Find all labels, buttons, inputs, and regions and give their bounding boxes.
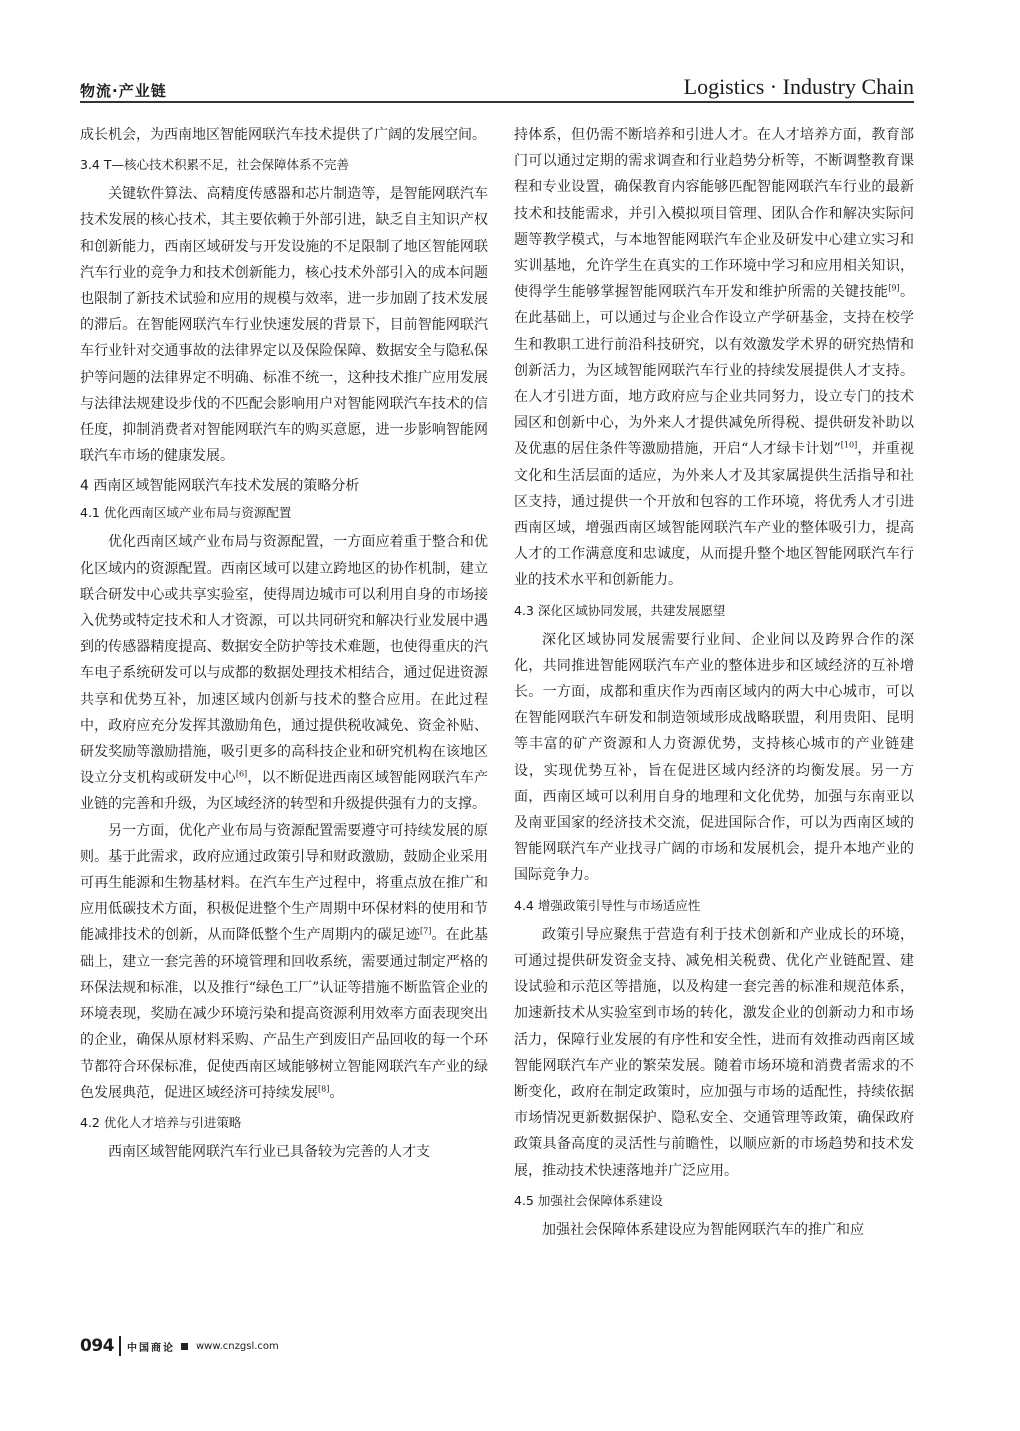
paragraph <box>514 922 914 1184</box>
paragraph-text: 深化区域协同发展需要行业间、企业间以及跨界合作的深化，共同推进智能网联汽车产业的整体进步和区域经济的互补增长。一方面，成都和重庆作为西南区域内的两大中心城市，可以在智能网联汽车研发和制造领域形成战略联盟，利用贵阳、昆明等丰富的矿产资源和人力资源优势，支持核心城市的产业链建设，实现优势互补，旨在促进区域内经济的均衡发展。另一方面，西南区域可以利用自身的地理和文化优势，加强与东南亚以及南亚国家的经济技术交流，促进国际合作，可以为西南区域的智能网联汽车产业找寻广阔的市场和发展机会，提升本地产业的国际竞争力。 <box>514 631 914 884</box>
subsection-heading: 3.4 T—核心技术积累不足，社会保障体系不完善 <box>80 157 349 173</box>
header-rule <box>80 101 914 103</box>
paragraph <box>80 529 488 817</box>
citation-ref: [9] <box>888 283 900 293</box>
journal-url: www.cnzgsl.com <box>196 1340 279 1352</box>
subsection-heading: 4.3 深化区域协同发展，共建发展愿望 <box>514 602 726 618</box>
page-footer <box>80 1336 279 1356</box>
citation-ref: [8] <box>318 1084 330 1094</box>
paragraph-text: 。在此基础上，建立一套完善的环境管理和回收系统，需要通过制定严格的环保法规和标准，以及推行“绿色工厂”认证等措施不断监管企业的环境表现，奖励在减少环境污染和提高资源利用效率方面表现突出的企业，确保从原材料采购、产品生产到废旧产品回收的每一个环节都符合环保标准，促使西南区域能够树立智能网联汽车产业的绿色发展典范，促进区域经济可持续发展 <box>80 927 489 1101</box>
running-header-section-en: Logistics · Industry Chain <box>683 74 914 99</box>
paragraph <box>514 627 914 889</box>
paragraph <box>514 1217 914 1243</box>
paragraph <box>80 818 488 1106</box>
paragraph-text: 政策引导应聚焦于营造有利于技术创新和产业成长的环境，可通过提供研发资金支持、减免相关税费、优化产业链配置、建设试验和示范区等措施，以及构建一套完善的标准和规范体系，加速新技术从实验室到市场的转化，激发企业的创新动力和市场活力，保障行业发展的有序性和安全性，进而有效推动西南区域智能网联汽车产业的繁荣发展。随着市场环境和消费者需求的不断变化，政府在制定政策时，应加强与市场的适配性，持续依据市场情况更新数据保护、隐私安全、交通管理等政策，确保政府政策具备高度的灵活性与前瞻性，以顺应新的市场趋势和技术发展，推动技术快速落地并广泛应用。 <box>514 926 914 1179</box>
left-column <box>80 122 488 1165</box>
paragraph-text: 。在此基础上，可以通过与企业合作设立产学研基金，支持在校学生和教职工进行前沿科技研究，以有效激发学术界的研究热情和创新活力，为区域智能网联汽车行业的持续发展提供人才支持。在人才引进方面，地方政府应与企业共同努力，设立专门的技术园区和创新中心，为外来人才提供减免所得税、提供研发补助以及优惠的居住条件等激励措施，开启“人才绿卡计划” <box>514 284 915 458</box>
citation-ref: [10] <box>840 440 858 450</box>
paragraph-text: ，并重视文化和生活层面的适应，为外来人才及其家属提供生活指导和社区支持，通过提供一个开放和包容的工作环境，将优秀人才引进西南区域，增强西南区域智能网联汽车产业的整体吸引力，提高人才的工作满意度和忠诚度，从而提升整个地区智能网联汽车行业的技术水平和创新能力。 <box>514 441 914 589</box>
subsection-heading: 4.4 增强政策引导性与市场适应性 <box>514 897 701 913</box>
paragraph-text: 另一方面，优化产业布局与资源配置需要遵守可持续发展的原则。基于此需求，政府应通过政策引导和财政激励，鼓励企业采用可再生能源和生物基材料。在汽车生产过程中，将重点放在推广和应用低碳技术方面，积极促进整个生产周期中环保材料的使用和节能减排技术的创新，从而降低整个生产周期内的碳足迹 <box>80 822 488 944</box>
footer-divider <box>119 1336 121 1356</box>
journal-name: 中国商论 <box>127 1342 175 1354</box>
right-column <box>514 122 914 1243</box>
paragraph-text: 成长机会，为西南地区智能网联汽车技术提供了广阔的发展空间。 <box>80 127 486 143</box>
citation-ref: [6] <box>235 769 248 779</box>
paragraph <box>80 122 488 148</box>
paragraph <box>514 122 914 594</box>
paragraph-text: 关键软件算法、高精度传感器和芯片制造等，是智能网联汽车技术发展的核心技术，其主要依赖于外部引进，缺乏自主知识产权和创新能力，西南区域研发与开发设施的不足限制了地区智能网联汽车行业的竞争力和技术创新能力，核心技术外部引入的成本问题也限制了新技术试验和应用的规模与效率，进一步加剧了技术发展的滞后。在智能网联汽车行业快速发展的背景下，目前智能网联汽车行业针对交通事故的法律界定以及保险保障、数据安全与隐私保护等问题的法律界定不明确、标准不统一，这种技术推广应用发展与法律法规建设步伐的不匹配会影响用户对智能网联汽车技术的信任度，抑制消费者对智能网联汽车的购买意愿，进一步影响智能网联汽车市场的健康发展。 <box>80 186 488 465</box>
paragraph-text: 持体系，但仍需不断培养和引进人才。在人才培养方面，教育部门可以通过定期的需求调查和行业趋势分析等，不断调整教育课程和专业设置，确保教育内容能够匹配智能网联汽车行业的最新技术和技能需求，并引入模拟项目管理、团队合作和解决实际问题等教学模式，与本地智能网联汽车企业及研发中心建立实习和实训基地，允许学生在真实的工作环境中学习和应用相关知识，使得学生能够掌握智能网联汽车开发和维护所需的关键技能 <box>514 127 914 301</box>
subsection-heading: 4.1 优化西南区域产业布局与资源配置 <box>80 505 292 521</box>
paragraph-text: 加强社会保障体系建设应为智能网联汽车的推广和应 <box>542 1221 864 1238</box>
paragraph-text: 。 <box>329 1084 344 1101</box>
citation-ref: [7] <box>420 926 432 936</box>
page-number: 094 <box>80 1336 114 1356</box>
subsection-heading: 4.5 加强社会保障体系建设 <box>514 1192 663 1208</box>
paragraph-text: 西南区域智能网联汽车行业已具备较为完善的人才支 <box>108 1143 430 1160</box>
paragraph <box>80 181 488 469</box>
square-bullet-icon <box>181 1343 188 1350</box>
section-heading: 4 西南区域智能网联汽车技术发展的策略分析 <box>80 478 360 495</box>
running-header-section: 物流·产业链 <box>80 82 167 100</box>
subsection-heading: 4.2 优化人才培养与引进策略 <box>80 1114 242 1130</box>
paragraph-text: ，以不断促进西南区域智能网联汽车产业链的完善和升级，为区域经济的转型和升级提供强有力的支撑。 <box>80 770 489 813</box>
paragraph-text: 优化西南区域产业布局与资源配置，一方面应着重于整合和优化区域内的资源配置。西南区域可以建立跨地区的协作机制，建立联合研发中心或共享实验室，使得周边城市可以利用自身的市场接入优势或特定技术和人才资源，可以共同研究和解决行业发展中遇到的传感器精度提高、数据安全防护等技术难题，也使得重庆的汽车电子系统研发可以与成都的数据处理技术相结合，通过促进资源共享和优势互补，加速区域内创新与技术的整合应用。在此过程中，政府应充分发挥其激励角色，通过提供税收减免、资金补贴、研发奖励等激励措施，吸引更多的高科技企业和研究机构在该地区设立分支机构或研发中心 <box>80 534 488 787</box>
paragraph <box>80 1139 488 1165</box>
